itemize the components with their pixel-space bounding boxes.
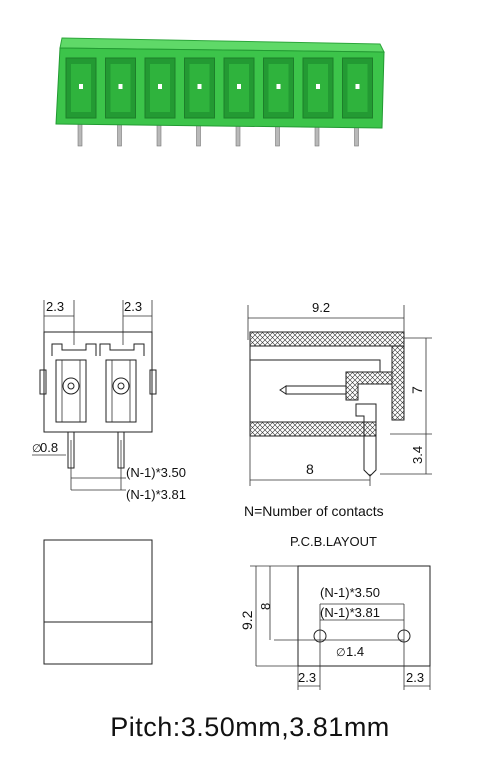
side-dim-top: 9.2 [312, 300, 331, 315]
front-pitch-a: (N-1)*3.50 [126, 465, 186, 480]
pcb-dim-8: 8 [258, 602, 273, 610]
front-dim-right: 2.3 [124, 299, 143, 314]
product-screw-hole [158, 84, 162, 89]
front-pin-dia: 0.8 [40, 440, 59, 455]
pcb-hole-dia-symbol: ∅ [336, 647, 346, 659]
pcb-dim-left: 2.3 [298, 670, 317, 685]
pcb-layout [239, 534, 430, 690]
pcb-title: P.C.B.LAYOUT [290, 534, 377, 549]
front-view [32, 299, 186, 502]
product-screw-hole [79, 84, 83, 89]
pcb-dim-9-2: 9.2 [239, 610, 255, 630]
side-dim-height: 7 [409, 386, 425, 394]
pcb-dim-right: 2.3 [406, 670, 425, 685]
product-screw-hole [119, 84, 123, 89]
legend-text: N=Number of contacts [244, 503, 384, 519]
product-screw-hole [237, 84, 241, 89]
top-view [44, 540, 152, 664]
front-pin-dia-symbol: ∅ [32, 443, 42, 455]
front-dim-left: 2.3 [46, 299, 65, 314]
product-screw-hole [356, 84, 360, 89]
front-pitch-b: (N-1)*3.81 [126, 487, 186, 502]
side-dim-pin: 3.4 [410, 445, 425, 464]
side-dim-bottom: 8 [306, 461, 314, 477]
product-photo [56, 38, 384, 146]
product-screw-hole [198, 84, 202, 89]
pcb-pitch-a: (N-1)*3.50 [320, 585, 380, 600]
side-view [248, 300, 432, 486]
pcb-pitch-b: (N-1)*3.81 [320, 605, 380, 620]
pitch-caption: Pitch:3.50mm,3.81mm [110, 712, 390, 742]
product-screw-hole [316, 84, 320, 89]
product-screw-hole [277, 84, 281, 89]
pcb-hole-dia: 1.4 [346, 644, 365, 659]
